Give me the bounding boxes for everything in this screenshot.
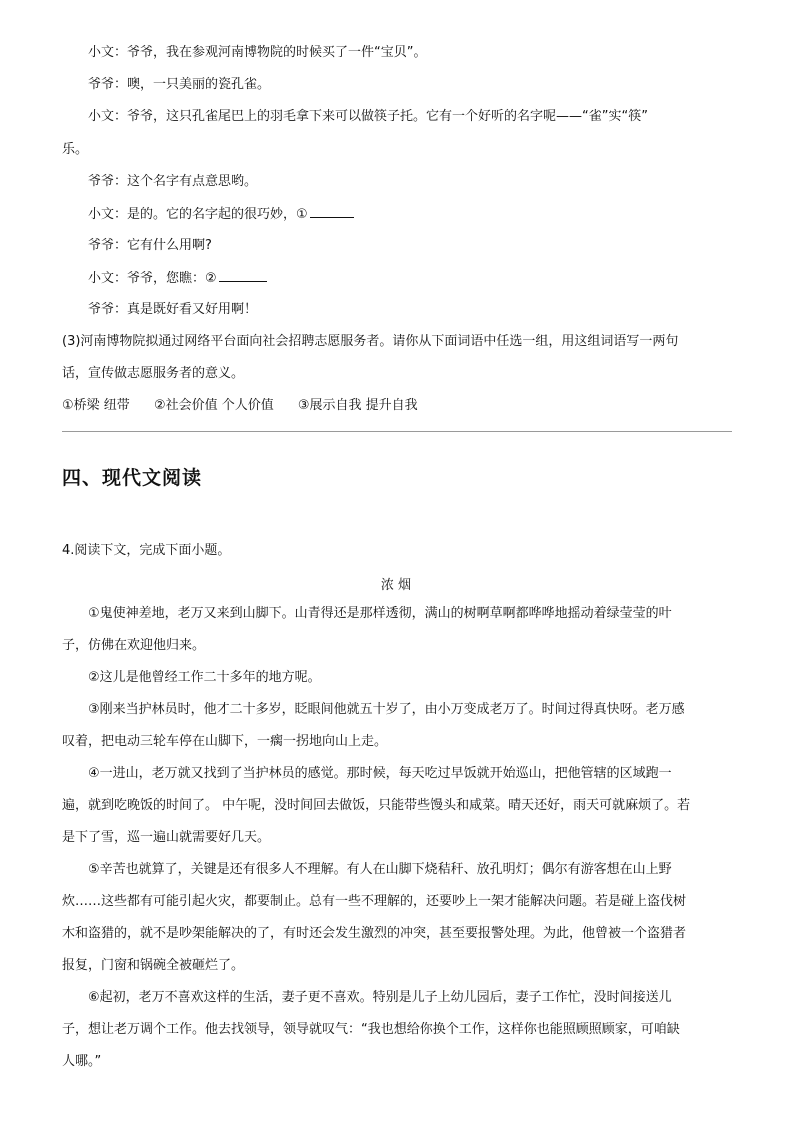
dialogue-text: 小文：爷爷，您瞧：②: [88, 271, 217, 286]
q3-line-2: 话，宣传做志愿服务者的意义。: [62, 366, 245, 381]
article-line: ⑤辛苦也就算了，关键是还有很多人不理解。有人在山脚下烧秸秆、放孔明灯；偶尔有游客想在山上野: [88, 862, 672, 877]
article-line: 是下了雪，巡一遍山就需要好几天。: [62, 830, 271, 845]
question-4-prompt: 4.阅读下文，完成下面小题。: [62, 543, 231, 558]
article-line: ④一进山，老万就又找到了当护林员的感觉。那时候，每天吃过早饭就开始巡山，把他管辖的区域跑一: [88, 766, 672, 781]
dialogue-line: 爷爷：真是既好看又好用啊！: [88, 302, 258, 317]
article-line: 人哪。”: [62, 1054, 102, 1069]
dialogue-line: 爷爷：这个名字有点意思哟。: [88, 174, 258, 189]
article-line: ⑥起初，老万不喜欢这样的生活，妻子更不喜欢。特别是儿子上幼儿园后，妻子工作忙，没时间接送儿: [88, 990, 672, 1005]
article-line: ③刚来当护林员时，他才二十多岁，眨眼间他就五十岁了，由小万变成老万了。时间过得真快呀。老万感: [88, 702, 685, 717]
dialogue-line: 爷爷：噢，一只美丽的瓷孔雀。: [88, 77, 271, 92]
dialogue-line-with-blank-1: [88, 205, 354, 224]
section-divider: [62, 431, 732, 432]
article-line: ②这儿是他曾经工作二十多年的地方呢。: [88, 670, 321, 685]
dialogue-text: 小文：是的。它的名字起的很巧妙，①: [88, 207, 308, 222]
q3-option-3: ③展示自我 提升自我: [297, 398, 418, 413]
article-line: 叹着，把电动三轮车停在山脚下，一瘸一拐地向山上走。: [62, 734, 388, 749]
dialogue-line: 乐。: [62, 142, 89, 157]
q3-option-2: ②社会价值 个人价值: [153, 398, 274, 413]
dialogue-line: 小文：爷爷，我在参观河南博物院的时候买了一件“宝贝”。: [88, 45, 427, 60]
article-line: 炊……这些都有可能引起火灾，都要制止。总有一些不理解的，还要吵上一架才能解决问题。若是碰上盗伐树: [62, 894, 687, 909]
q3-line-1: (3)河南博物院拟通过网络平台面向社会招聘志愿服务者。请你从下面词语中任选一组，用这组词语写一两句: [62, 334, 679, 349]
answer-blank-1[interactable]: [310, 205, 354, 218]
q3-option-1: ①桥梁 纽带: [62, 398, 130, 413]
q3-options: [62, 397, 438, 415]
article-title: 浓 烟: [380, 578, 412, 593]
dialogue-line-with-blank-2: [88, 269, 267, 288]
article-line: 遍，就到吃晚饭的时间了。 中午呢，没时间回去做饭，只能带些馒头和咸菜。晴天还好，雨天可就麻烦了。若: [62, 798, 691, 813]
article-line: 报复，门窗和锅碗全被砸烂了。: [62, 958, 245, 973]
article-line: 子，仿佛在欢迎他归来。: [62, 638, 206, 653]
article-line: 木和盗猎的，就不是吵架能解决的了，有时还会发生激烈的冲突，甚至要报警处理。为此，他曾被一个盗猎者: [62, 926, 687, 941]
section-heading: 四、现代文阅读: [62, 467, 203, 489]
article-line: ①鬼使神差地，老万又来到山脚下。山青得还是那样透彻，满山的树啊草啊都哗哗地摇动着绿莹莹的叶: [88, 606, 672, 621]
answer-blank-2[interactable]: [219, 269, 267, 282]
article-line: 子，想让老万调个工作。他去找领导，领导就叹气：“我也想给你换个工作，这样你也能照顾照顾家，可咱缺: [62, 1022, 680, 1037]
dialogue-line: 爷爷：它有什么用啊?: [88, 238, 212, 253]
dialogue-line: 小文：爷爷，这只孔雀尾巴上的羽毛拿下来可以做筷子托。它有一个好听的名字呢——“雀”实“筷”: [88, 109, 648, 124]
